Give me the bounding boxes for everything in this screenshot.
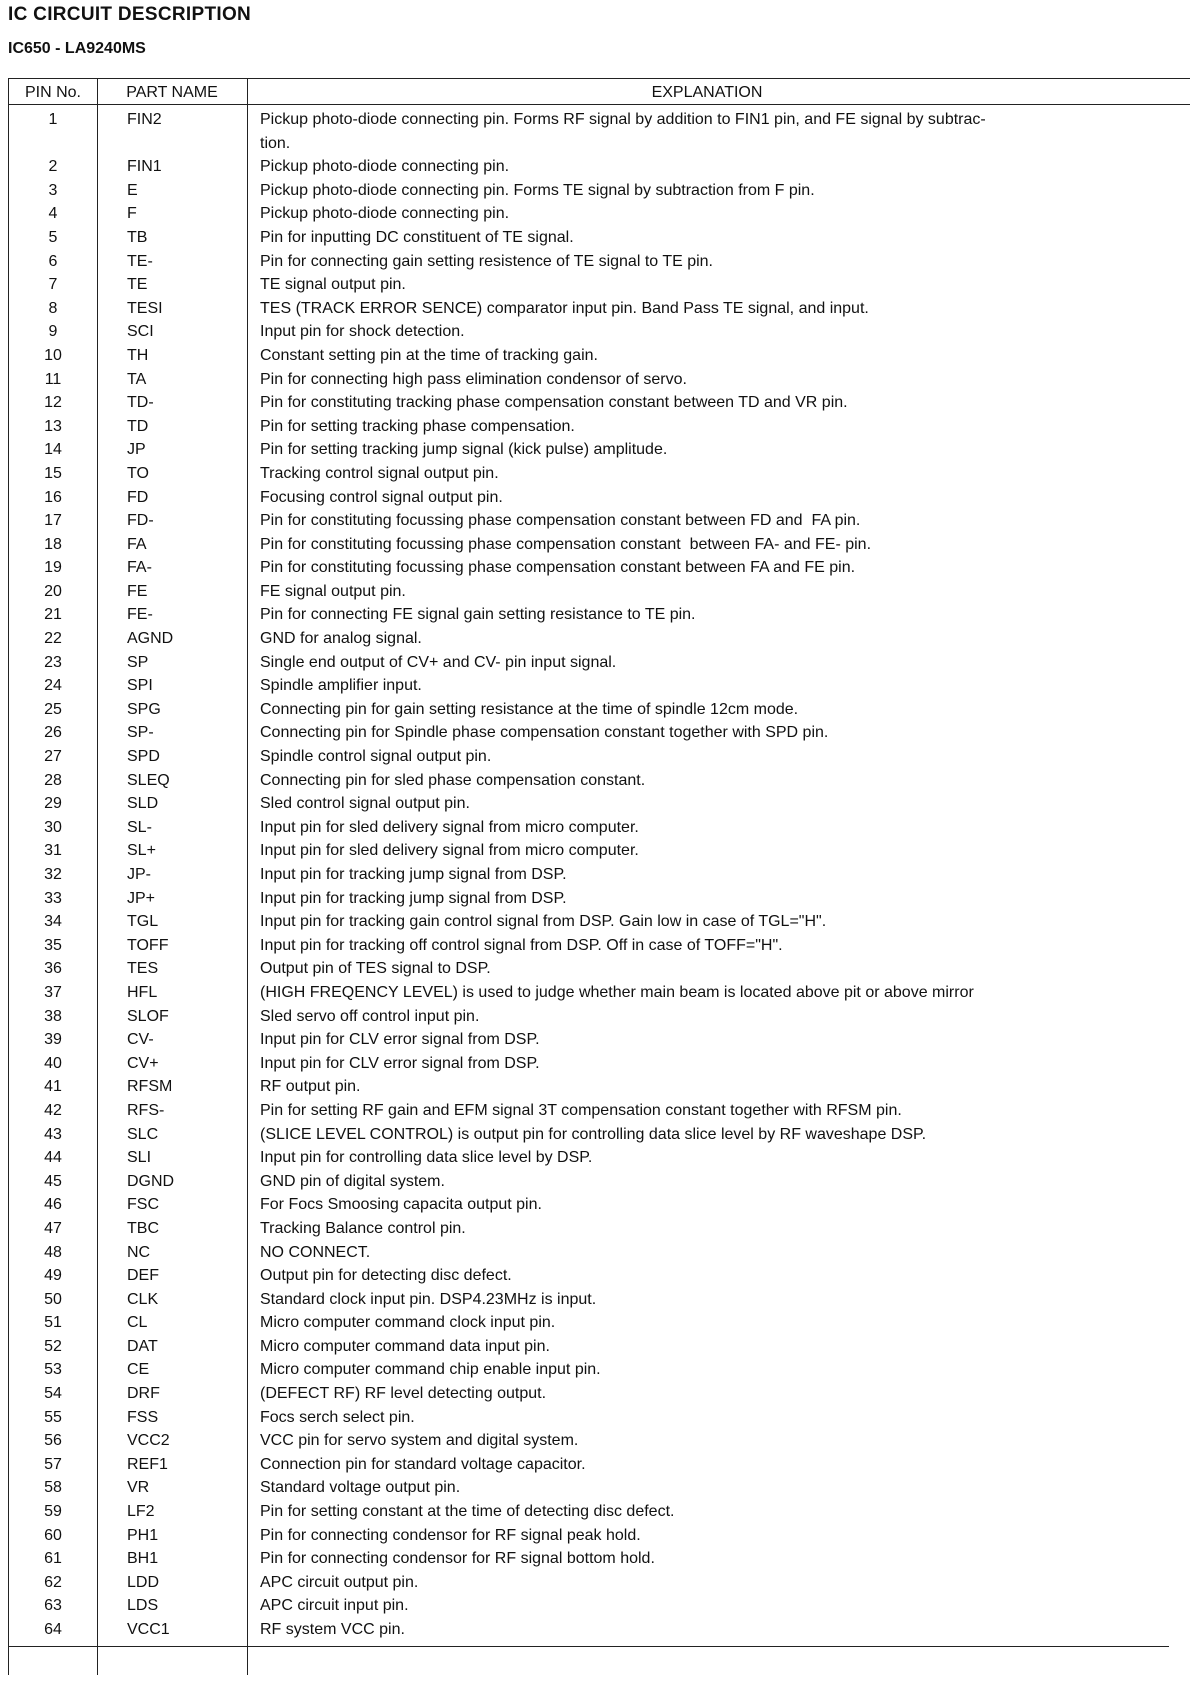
part-name-cell: SP- [127, 724, 154, 742]
table-row [9, 603, 1190, 627]
part-name-cell: BH1 [127, 1550, 159, 1568]
table-row [9, 391, 1190, 415]
part-name-cell: SLD [127, 795, 159, 813]
pin-cell: 55 [44, 1408, 62, 1426]
part-name-cell: SLEQ [127, 771, 170, 789]
part-name-cell: LDS [127, 1597, 159, 1615]
pin-cell: 23 [44, 653, 62, 671]
pin-cell: 17 [44, 512, 62, 530]
table-row [9, 1571, 1190, 1595]
header-explanation: EXPLANATION [651, 84, 763, 101]
explanation-cell: Spindle control signal output pin. [260, 748, 492, 766]
pin-cell: 37 [44, 983, 62, 1001]
pin-cell: 18 [44, 535, 62, 553]
explanation-cell: Input pin for tracking jump signal from DSP. [260, 866, 567, 883]
table-row [9, 769, 1190, 793]
part-name-cell: SPI [127, 677, 153, 695]
table-row [9, 1335, 1190, 1359]
pin-cell: 53 [44, 1361, 62, 1379]
part-name-cell: TE [127, 276, 148, 294]
part-name-cell: F [127, 205, 137, 223]
explanation-cell: Input pin for controlling data slice level by DSP. [260, 1149, 593, 1167]
explanation-cell: Input pin for CLV error signal from DSP. [260, 1031, 540, 1049]
table-row [9, 651, 1190, 675]
explanation-cell: Focusing control signal output pin. [260, 488, 503, 506]
table-row [9, 273, 1190, 297]
explanation-cell: Pin for setting RF gain and EFM signal 3T compensation constant together with RFSM pin. [260, 1101, 902, 1119]
part-name-cell: FE [127, 582, 148, 600]
explanation-cell: Sled control signal output pin. [260, 795, 470, 813]
table-row [9, 1288, 1190, 1312]
explanation-cell: Input pin for sled delivery signal from micro computer. [260, 842, 639, 860]
pin-cell: 32 [44, 866, 62, 883]
pin-cell: 14 [44, 441, 62, 459]
part-name-cell: SPG [127, 700, 161, 718]
explanation-cell: For Focs Smoosing capacita output pin. [260, 1196, 542, 1214]
part-name-cell: SP [127, 653, 149, 671]
pin-cell: 43 [44, 1125, 62, 1143]
part-name-cell: CV+ [127, 1054, 159, 1072]
pin-cell: 40 [44, 1054, 62, 1072]
explanation-cell: Tracking Balance control pin. [260, 1219, 466, 1237]
explanation-cell: Pickup photo-diode connecting pin. [260, 205, 510, 223]
pin-cell: 7 [48, 276, 58, 294]
explanation-cell: Pin for constituting focussing phase compensation constant between FD and FA pin. [260, 512, 861, 530]
explanation-cell: Input pin for shock detection. [260, 323, 465, 341]
table-row [9, 368, 1190, 392]
table-row [9, 698, 1190, 722]
explanation-cell: Pin for constituting focussing phase compensation constant between FA and FE pin. [260, 559, 856, 577]
pin-cell: 22 [44, 630, 62, 648]
pin-cell: 35 [44, 936, 62, 954]
explanation-cell: Connection pin for standard voltage capacitor. [260, 1455, 586, 1473]
table-row [9, 297, 1190, 321]
explanation-cell: GND pin of digital system. [260, 1172, 445, 1190]
table-row [9, 179, 1190, 203]
explanation-cell: (HIGH FREQENCY LEVEL) is used to judge whether main beam is located above pit or above mirror [260, 983, 974, 1001]
explanation-cell: Spindle amplifier input. [260, 677, 422, 695]
pin-cell: 63 [44, 1597, 62, 1615]
explanation-cell: TE signal output pin. [260, 276, 406, 294]
table-row [9, 108, 1190, 155]
part-name-cell: FSC [127, 1196, 159, 1214]
header-pin-no: PIN No. [24, 84, 81, 101]
part-name-cell: SLI [127, 1149, 152, 1167]
part-name-cell: SCI [127, 323, 154, 341]
explanation-cell: Micro computer command data input pin. [260, 1337, 550, 1355]
pin-cell: 33 [44, 889, 62, 907]
pin-cell: 47 [44, 1219, 62, 1237]
ic-subtitle: IC650 - LA9240MS [8, 40, 146, 57]
pin-cell: 39 [44, 1031, 62, 1049]
pin-cell: 30 [44, 818, 62, 836]
table-row [9, 674, 1190, 698]
explanation-cell: Sled servo off control input pin. [260, 1007, 480, 1025]
part-name-cell: NC [127, 1243, 151, 1261]
part-name-cell: FD [127, 488, 149, 506]
pin-cell: 3 [48, 181, 58, 199]
table-row [9, 1358, 1190, 1382]
pin-cell: 19 [44, 559, 62, 577]
pin-cell: 62 [44, 1573, 62, 1591]
explanation-cell: Focs serch select pin. [260, 1408, 415, 1426]
table-row [9, 438, 1190, 462]
explanation-cell: (DEFECT RF) RF level detecting output. [260, 1385, 547, 1403]
part-name-cell: TD- [127, 394, 154, 412]
part-name-cell: AGND [127, 630, 174, 648]
explanation-cell: Standard clock input pin. DSP4.23MHz is input. [260, 1290, 597, 1308]
pin-cell: 49 [44, 1267, 62, 1285]
table-row [9, 1241, 1190, 1265]
pin-cell: 57 [44, 1455, 62, 1473]
part-name-cell: TOFF [127, 936, 169, 954]
explanation-cell: Input pin for tracking off control signal from DSP. Off in case of TOFF="H". [260, 936, 783, 954]
part-name-cell: SPD [127, 748, 160, 766]
explanation-cell: Pin for constituting focussing phase compensation constant between FA- and FE- pin. [260, 535, 872, 553]
explanation-cell: Micro computer command clock input pin. [260, 1314, 556, 1332]
table-row [9, 721, 1190, 745]
explanation-cell: Single end output of CV+ and CV- pin input signal. [260, 653, 617, 671]
pin-cell: 41 [44, 1078, 62, 1096]
explanation-cell: Constant setting pin at the time of tracking gain. [260, 346, 598, 364]
explanation-cell: Standard voltage output pin. [260, 1479, 461, 1497]
table-row [9, 1594, 1190, 1618]
part-name-cell: E [127, 181, 138, 199]
table-row [9, 556, 1190, 580]
pin-cell: 34 [44, 913, 62, 931]
pin-cell: 56 [44, 1432, 62, 1450]
part-name-cell: TBC [127, 1219, 159, 1237]
part-name-cell: SLOF [127, 1007, 169, 1025]
explanation-cell: Pin for inputting DC constituent of TE signal. [260, 228, 574, 246]
table-row [9, 816, 1190, 840]
table-row [9, 202, 1190, 226]
part-name-cell: CE [127, 1361, 150, 1379]
pin-cell: 24 [44, 677, 62, 695]
part-name-cell: FIN1 [127, 158, 162, 176]
pin-cell: 64 [44, 1621, 62, 1638]
pin-cell: 10 [44, 346, 62, 364]
table-row [9, 1406, 1190, 1430]
header-part-name: PART NAME [126, 84, 218, 101]
part-name-cell: CLK [127, 1290, 159, 1308]
table-row [9, 1193, 1190, 1217]
pin-cell: 16 [44, 488, 62, 506]
part-name-cell: CV- [127, 1031, 154, 1049]
part-name-cell: FIN2 [127, 111, 162, 128]
table-row [9, 1500, 1190, 1524]
pin-cell: 5 [48, 228, 58, 246]
page-title: IC CIRCUIT DESCRIPTION [8, 4, 252, 25]
part-name-cell: PH1 [127, 1526, 159, 1544]
pin-cell: 2 [48, 158, 58, 176]
table-row [9, 1264, 1190, 1288]
explanation-cell: FE signal output pin. [260, 582, 406, 600]
table-row [9, 839, 1190, 863]
explanation-cell: Pin for connecting condensor for RF signal peak hold. [260, 1526, 641, 1544]
table-row [9, 1005, 1190, 1029]
pin-cell: 29 [44, 795, 62, 813]
part-name-cell: RFS- [127, 1101, 165, 1119]
pin-cell: 26 [44, 724, 62, 742]
explanation-cell: Output pin of TES signal to DSP. [260, 960, 491, 978]
explanation-cell: APC circuit output pin. [260, 1573, 419, 1591]
table-row [9, 509, 1190, 533]
explanation-cell: Pin for connecting FE signal gain setting resistance to TE pin. [260, 606, 696, 624]
table-bottom-rule [9, 1646, 1169, 1647]
part-name-cell: JP [127, 441, 146, 459]
part-name-cell: TES [127, 960, 159, 978]
explanation-cell: Pin for setting tracking phase compensation. [260, 417, 575, 435]
part-name-cell: TB [127, 228, 148, 246]
part-name-cell: FA [127, 535, 147, 553]
table-row [9, 1476, 1190, 1500]
pin-cell: 9 [48, 323, 58, 341]
part-name-cell: VCC1 [127, 1621, 170, 1638]
pin-cell: 4 [48, 205, 58, 223]
pin-cell: 58 [44, 1479, 62, 1497]
explanation-cell: (SLICE LEVEL CONTROL) is output pin for controlling data slice level by RF waveshape DSP. [260, 1125, 927, 1143]
table-row [9, 1052, 1190, 1076]
table-row [9, 792, 1190, 816]
explanation-cell: Pickup photo-diode connecting pin. Forms TE signal by subtraction from F pin. [260, 181, 815, 199]
table-row [9, 910, 1190, 934]
table-row [9, 934, 1190, 958]
table-row [9, 1524, 1190, 1548]
pin-cell: 31 [44, 842, 62, 860]
table-row [9, 1146, 1190, 1170]
pin-cell: 1 [48, 111, 58, 128]
pin-cell: 12 [44, 394, 62, 412]
part-name-cell: VR [127, 1479, 150, 1497]
pin-cell: 52 [44, 1337, 62, 1355]
explanation-cell: Input pin for sled delivery signal from micro computer. [260, 818, 639, 836]
table-row [9, 1453, 1190, 1477]
table-row [9, 1075, 1190, 1099]
explanation-cell: Input pin for CLV error signal from DSP. [260, 1054, 540, 1072]
part-name-cell: RFSM [127, 1078, 173, 1096]
part-name-cell: LF2 [127, 1503, 155, 1521]
part-name-cell: JP- [127, 866, 151, 883]
table-row [9, 250, 1190, 274]
part-name-cell: FD- [127, 512, 154, 530]
table-row [9, 462, 1190, 486]
part-name-cell: REF1 [127, 1455, 168, 1473]
pin-cell: 48 [44, 1243, 62, 1261]
table-row [9, 1429, 1190, 1453]
table-row [9, 957, 1190, 981]
part-name-cell: JP+ [127, 889, 156, 907]
part-name-cell: LDD [127, 1573, 160, 1591]
explanation-cell: APC circuit input pin. [260, 1597, 409, 1615]
pin-cell: 61 [44, 1550, 62, 1568]
table-row [9, 745, 1190, 769]
part-name-cell: DEF [127, 1267, 159, 1285]
part-name-cell: TESI [127, 299, 163, 317]
pin-cell: 44 [44, 1149, 62, 1167]
pin-cell: 42 [44, 1101, 62, 1119]
table-row [9, 1547, 1190, 1571]
part-name-cell: SLC [127, 1125, 159, 1143]
part-name-cell: CL [127, 1314, 148, 1332]
table-row [9, 1217, 1190, 1241]
explanation-cell: Output pin for detecting disc defect. [260, 1267, 512, 1285]
pin-cell: 21 [44, 606, 62, 624]
explanation-cell: Pickup photo-diode connecting pin. Forms RF signal by addition to FIN1 pin, and FE signal by subtrac- tion. [260, 111, 986, 152]
part-name-cell: TH [127, 346, 149, 364]
table-row [9, 155, 1190, 179]
explanation-cell: Pin for setting tracking jump signal (kick pulse) amplitude. [260, 441, 668, 459]
pin-cell: 28 [44, 771, 62, 789]
explanation-cell: Pin for connecting high pass elimination condensor of servo. [260, 370, 687, 388]
pin-cell: 46 [44, 1196, 62, 1214]
pin-cell: 36 [44, 960, 62, 978]
table-row [9, 1170, 1190, 1194]
explanation-cell: Connecting pin for sled phase compensation constant. [260, 771, 646, 789]
pin-cell: 54 [44, 1385, 62, 1403]
explanation-cell: Pin for constituting tracking phase compensation constant between TD and VR pin. [260, 394, 848, 412]
table-row [9, 486, 1190, 510]
pin-cell: 60 [44, 1526, 62, 1544]
part-name-cell: SL- [127, 818, 152, 836]
part-name-cell: FSS [127, 1408, 159, 1426]
part-name-cell: DAT [127, 1337, 158, 1355]
explanation-cell: GND for analog signal. [260, 630, 422, 648]
table-row [9, 981, 1190, 1005]
pin-cell: 50 [44, 1290, 62, 1308]
part-name-cell: FE- [127, 606, 153, 624]
pin-cell: 25 [44, 700, 62, 718]
table-row [9, 627, 1190, 651]
table-row [9, 1099, 1190, 1123]
part-name-cell: HFL [127, 983, 158, 1001]
pin-table [8, 78, 1190, 1675]
pin-cell: 27 [44, 748, 62, 766]
table-row [9, 415, 1190, 439]
pin-cell: 6 [48, 252, 58, 270]
table-row [9, 226, 1190, 250]
part-name-cell: TO [127, 464, 149, 482]
part-name-cell: VCC2 [127, 1432, 170, 1450]
table-row [9, 887, 1190, 911]
part-name-cell: TE- [127, 252, 153, 270]
explanation-cell: Input pin for tracking jump signal from DSP. [260, 889, 567, 907]
explanation-cell: NO CONNECT. [260, 1243, 371, 1261]
explanation-cell: RF output pin. [260, 1078, 361, 1096]
explanation-cell: Pin for setting constant at the time of detecting disc defect. [260, 1503, 675, 1521]
explanation-cell: Input pin for tracking gain control signal from DSP. Gain low in case of TGL="H". [260, 913, 827, 931]
part-name-cell: SL+ [127, 842, 156, 860]
table-row [9, 863, 1190, 887]
pin-cell: 38 [44, 1007, 62, 1025]
part-name-cell: TD [127, 417, 149, 435]
explanation-cell: Pin for connecting condensor for RF signal bottom hold. [260, 1550, 655, 1568]
explanation-cell: Tracking control signal output pin. [260, 464, 499, 482]
pin-cell: 45 [44, 1172, 62, 1190]
table-row [9, 320, 1190, 344]
explanation-cell: RF system VCC pin. [260, 1621, 405, 1638]
pin-cell: 51 [44, 1314, 62, 1332]
part-name-cell: DRF [127, 1385, 160, 1403]
explanation-cell: Connecting pin for Spindle phase compensation constant together with SPD pin. [260, 724, 829, 742]
explanation-cell: Pin for connecting gain setting resistence of TE signal to TE pin. [260, 252, 713, 270]
pin-cell: 15 [44, 464, 62, 482]
table-row [9, 1123, 1190, 1147]
table-row [9, 1618, 1190, 1642]
pin-cell: 11 [44, 370, 62, 388]
explanation-cell: Pickup photo-diode connecting pin. [260, 158, 510, 176]
pin-cell: 20 [44, 582, 62, 600]
part-name-cell: FA- [127, 559, 152, 577]
part-name-cell: TGL [127, 913, 159, 931]
table-row [9, 1382, 1190, 1406]
explanation-cell: VCC pin for servo system and digital system. [260, 1432, 579, 1450]
table-row [9, 1311, 1190, 1335]
explanation-cell: Micro computer command chip enable input pin. [260, 1361, 601, 1379]
table-row [9, 533, 1190, 557]
table-row [9, 580, 1190, 604]
pin-cell: 13 [44, 417, 62, 435]
explanation-cell: Connecting pin for gain setting resistance at the time of spindle 12cm mode. [260, 700, 799, 718]
pin-cell: 59 [44, 1503, 62, 1521]
table-row [9, 344, 1190, 368]
table-body [9, 108, 1190, 1642]
explanation-cell: TES (TRACK ERROR SENCE) comparator input pin. Band Pass TE signal, and input. [260, 299, 869, 317]
part-name-cell: DGND [127, 1172, 175, 1190]
part-name-cell: TA [127, 370, 147, 388]
table-row [9, 1028, 1190, 1052]
pin-cell: 8 [48, 299, 58, 317]
